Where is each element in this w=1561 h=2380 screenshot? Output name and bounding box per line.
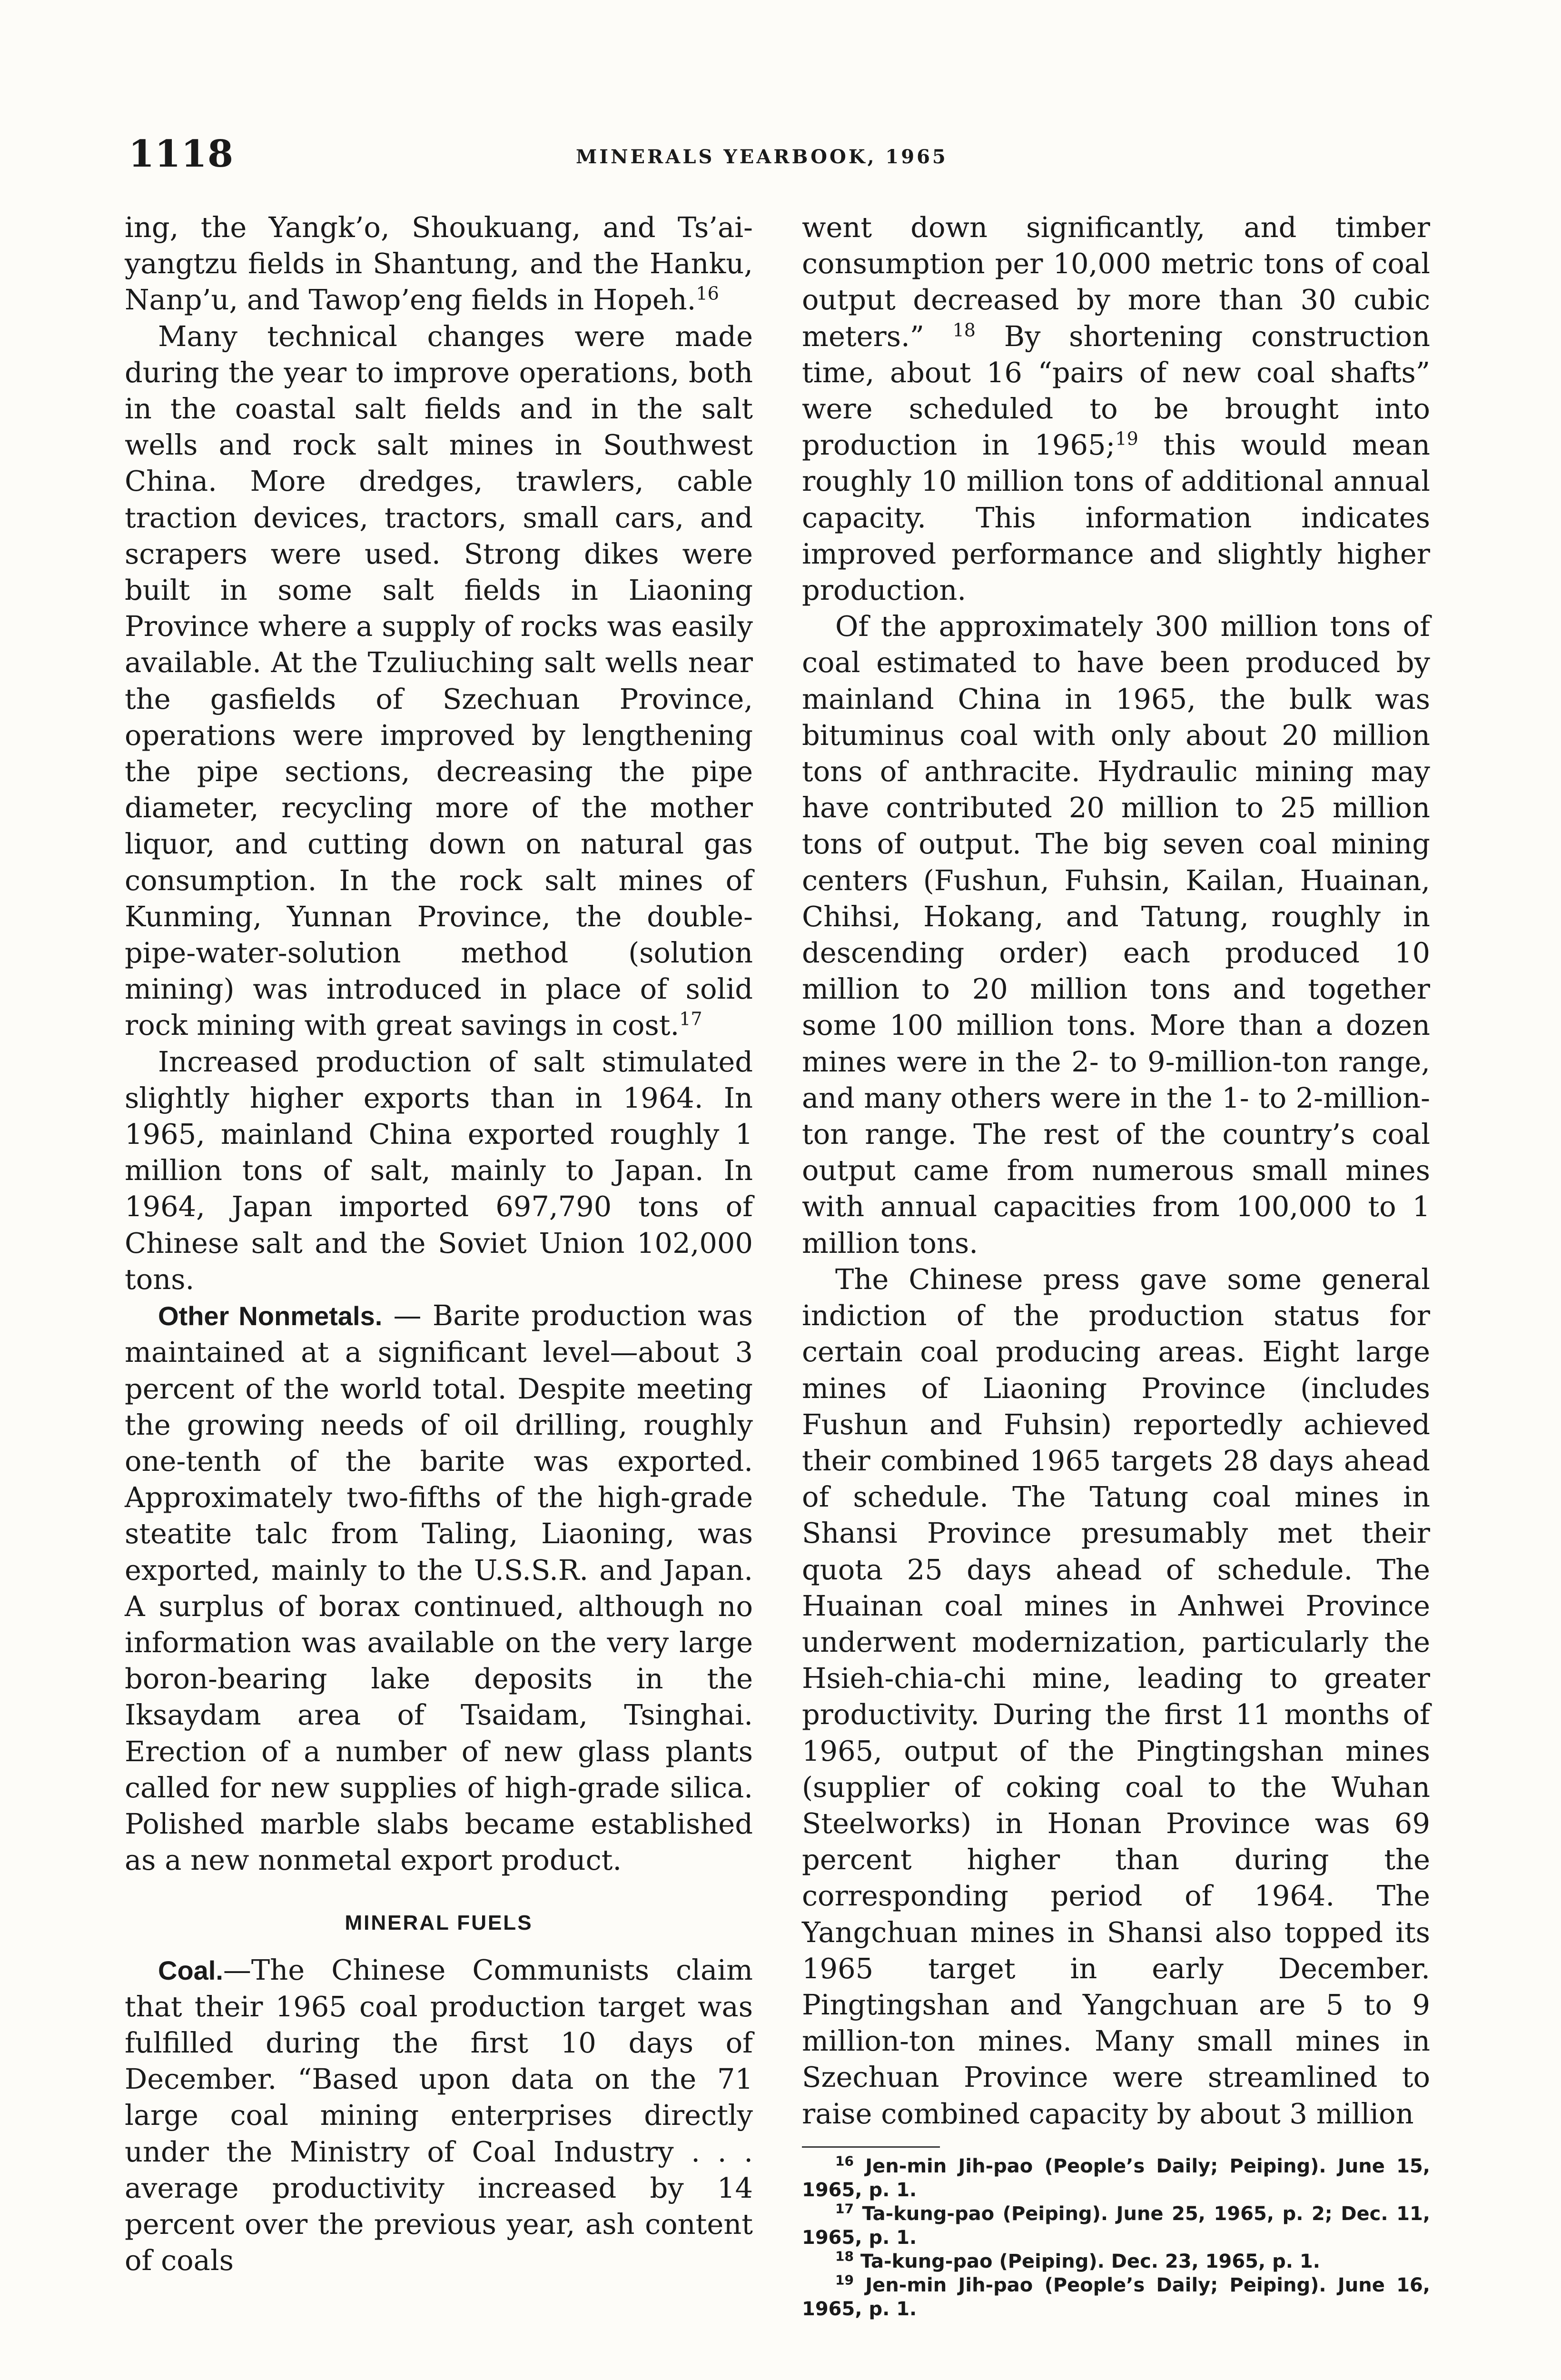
footnote-text: Ta-kung-pao (Peiping). Dec. 23, 1965, p. 1. xyxy=(853,2250,1320,2272)
footnote xyxy=(802,2273,1430,2321)
footnote xyxy=(802,2202,1430,2250)
paragraph-text: went down significantly, and timber consumption per 10,000 metric tons of coal output decreased by more than 30 cubic meters.” xyxy=(802,211,1430,353)
paragraph: Of the approximately 300 million tons of coal estimated to have been produced by mainland China in 1965, the bulk was bituminus coal with only about 20 million tons of anthracite. Hydraulic mining may have contributed 20 million to 25 million tons of output. The big seven coal mining centers (Fushun, Fuhsin, Kailan, Huainan, Chihsi, Hokang, and Tatung, roughly in descending order) each produced 10 million to 20 million tons and together some 100 million tons. More than a dozen mines were in the 2- to 9-million-ton range, and many others were in the 1- to 2-million-ton range. The rest of the country’s coal output came from numerous small mines with annual capacities from 100,000 to 1 million tons. xyxy=(802,610,1430,1259)
paragraph-text: this would mean roughly 10 million tons of additional annual capacity. This information indicates improved performance and slightly higher production. xyxy=(802,428,1430,607)
run-in-heading: Other Nonmetals. xyxy=(158,1301,383,1331)
footnote-number: 18 xyxy=(835,2248,854,2264)
paragraph-text: By shortening construction time, about 16 “pairs of new coal shafts” were scheduled to be brought into production in 1965; xyxy=(802,319,1431,462)
run-in-heading: Coal. xyxy=(158,1955,223,1985)
footnote-text: Ta-kung-pao (Peiping). June 25, 1965, p. 2; Dec. 11, 1965, p. 1. xyxy=(802,2202,1430,2249)
dash: — xyxy=(382,1299,433,1332)
footnote-text: Jen-min Jih-pao (People’s Daily; Peiping). June 16, 1965, p. 1. xyxy=(802,2274,1430,2320)
paragraph: The Chinese press gave some general indiction of the production status for certain coal producing areas. Eight large mines of Liaoning Province (includes Fushun and Fuhsin) reportedly achieved their combined 1965 targets 28 days ahead of schedule. The Tatung coal mines in Shansi Province presumably met their quota 25 days ahead of schedule. The Huainan coal mines in Anhwei Province underwent modernization, particularly the Hsieh-chia-chi mine, leading to greater productivity. During the first 11 months of 1965, output of the Pingtingshan mines (supplier of coking coal to the Wuhan Steelworks) in Honan Province was 69 percent higher than during the corresponding period of 1964. The Yangchuan mines in Shansi also topped its 1965 target in early December. Pingtingshan and Yangchuan are 5 to 9 million-ton mines. Many small mines in Szechuan Province were streamlined to raise combined capacity by about 3 million xyxy=(802,1262,1430,2130)
paragraph-text: ing, the Yangk’o, Shoukuang, and Ts’ai-yangtzu fields in Shantung, and the Hanku, Nanp’u, and Tawop’eng fields in Hopeh. xyxy=(125,211,753,317)
footnote-number: 17 xyxy=(835,2201,854,2217)
footnotes xyxy=(802,2154,1430,2321)
left-column xyxy=(125,209,753,2279)
footnote-ref: 19 xyxy=(1115,428,1138,449)
paragraph xyxy=(125,209,753,318)
footnote xyxy=(802,2250,1430,2273)
paragraph-text: Barite production was maintained at a significant level—about 3 percent of the world total. Despite meeting the growing needs of oil drilling, roughly one-tenth of the barite was exported. Approximately two-fifths of the high-grade steatite talc from Taling, Liaoning, was exported, mainly to the U.S.S.R. and Japan. A surplus of borax continued, although no information was available on the very large boron-bearing lake deposits in the Iksaydam area of Tsaidam, Tsinghai. Erection of a number of new glass plants called for new supplies of high-grade silica. Polished marble slabs became established as a new nonmetal export product. xyxy=(125,1299,753,1877)
paragraph xyxy=(125,1298,753,1878)
paragraph xyxy=(802,209,1430,608)
dash: — xyxy=(223,1953,251,1986)
footnote-text: Jen-min Jih-pao (People’s Daily; Peiping). June 15, 1965, p. 1. xyxy=(802,2155,1430,2201)
paragraph: Increased production of salt stimulated slightly higher exports than in 1964. In 1965, mainland China exported roughly 1 million tons of salt, mainly to Japan. In 1964, Japan imported 697,790 tons of Chinese salt and the Soviet Union 102,000 tons. xyxy=(125,1045,753,1296)
paragraph-text: The Chinese Communists claim that their 1965 coal production target was fulfilled during the first 10 days of December. “Based upon data on the 71 large coal mining enterprises directly under the Ministry of Coal Industry . . . average productivity increased by 14 percent over the previous year, ash content of coals xyxy=(125,1953,753,2277)
footnote-number: 19 xyxy=(835,2272,854,2288)
footnote-ref: 18 xyxy=(952,319,976,340)
footnote-ref: 16 xyxy=(696,283,719,304)
footnote xyxy=(802,2154,1430,2202)
footnote-number: 16 xyxy=(835,2153,854,2169)
footnote-ref: 17 xyxy=(679,1008,702,1030)
footnote-rule xyxy=(802,2146,940,2148)
page-number: 1118 xyxy=(128,132,234,176)
paragraph xyxy=(125,1952,753,2279)
right-column xyxy=(802,209,1430,2321)
running-title: MINERALS YEARBOOK, 1965 xyxy=(576,146,948,168)
paragraph xyxy=(125,318,753,1044)
section-heading: MINERAL FUELS xyxy=(345,1911,533,1935)
paragraph-text: Many technical changes were made during the year to improve operations, both in the coastal salt fields and in the salt wells and rock salt mines in Southwest China. More dredges, trawlers, cable traction devices, tractors, small cars, and scrapers were used. Strong dikes were built in some salt fields in Liaoning Province where a supply of rocks was easily available. At the Tzuliuching salt wells near the gasfields of Szechuan Province, operations were improved by lengthening the pipe sections, decreasing the pipe diameter, recycling more of the mother liquor, and cutting down on natural gas consumption. In the rock salt mines of Kunming, Yunnan Province, the double-pipe-water-solution method (solution mining) was introduced in place of solid rock mining with great savings in cost. xyxy=(125,319,753,1042)
